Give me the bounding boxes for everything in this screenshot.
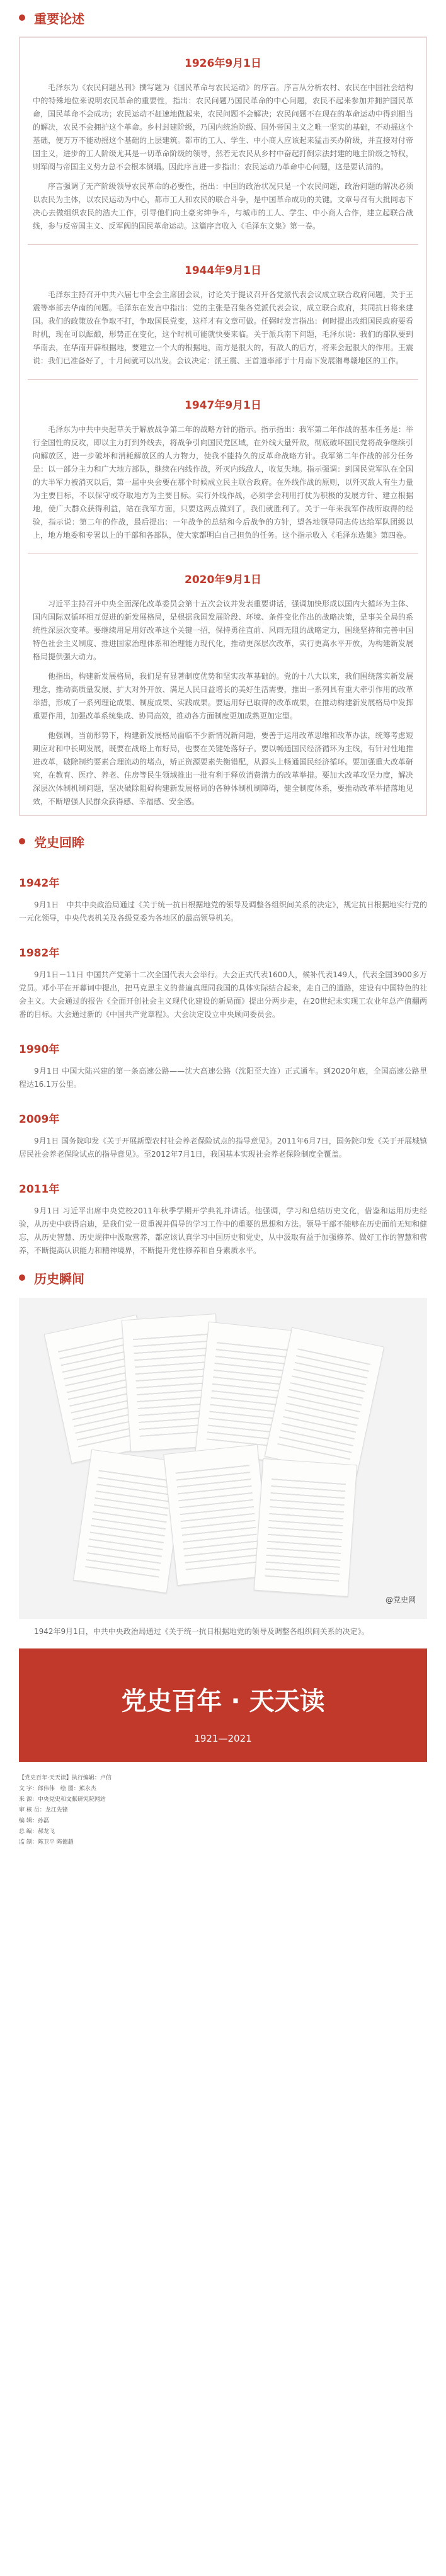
entry-paragraph: 毛泽东为《农民问题丛刊》撰写题为《国民革命与农民运动》的序言。序言从分析农村、农民在中国社会结构中的特殊地位来说明农民革命的重要性，指出：农民问题乃国民革命的中心问题，农民不起来参加并拥护国民革命，国民革命不会成功；农民运动不赶速地做起来，农民问题不会解决；农民问题不在现在的革命运动中得到相当的解决，农民不会拥护这个革命。乡村封建阶级，乃国内统治阶级、国外帝国主义之唯一坚实的基础，不动摇这个基础，便万万不能动摇这个基础的上层建筑。都市的工人、学生、中小商人应该起来猛击买办阶级，并直接对付帝国主义，进步的工人阶级尤其是一切革命阶级的领导，然若无农民从乡村中奋起打倒宗法封建的地主阶级之特权，则军阀与帝国主义势力总不会根本倒塌。因此序言进一步指出：农民运动乃革命中心问题，这是要认清的。 <box>33 83 413 171</box>
history-text: 9月1日－11日 中国共产党第十二次全国代表大会举行。大会正式代表1600人，候补代表149人，代表全国3900多万党员。邓小平在开幕词中提出，把马克思主义的普遍真理同我国的具体实际结合起来，走自己的道路，建设有中国特色的社会主义。大会通过的报告《全面开创社会主义现代化建设的新局面》提出分两步走，在20世纪末实现工农业年总产值翻两番的目标。大会通过新的《中国共产党章程》。大会决定设立中央顾问委员会。 <box>19 970 428 1019</box>
bullet-dot-icon <box>19 14 25 21</box>
history-item <box>19 944 427 1021</box>
banner-title: 党史百年 · 天天读 <box>121 1687 325 1716</box>
entry-2020 <box>20 570 426 809</box>
photo-caption: 1942年9月1日，中共中央政治局通过《关于统一抗日根据地党的领导及调整各组织间关系的决定》。 <box>34 1627 369 1636</box>
history-item <box>19 1040 427 1091</box>
entry-date: 1947年9月1日 <box>185 399 261 412</box>
history-item <box>19 874 427 925</box>
article <box>0 4 446 1861</box>
entry-date: 2020年9月1日 <box>185 574 261 586</box>
history-text: 9月1日 中共中央政治局通过《关于统一抗日根据地党的领导及调整各组织间关系的决定》，规定抗日根据地实行党的一元化领导，中央代表机关及各级党委为各地区的最高领导机关。 <box>19 900 427 922</box>
entry-1926 <box>20 54 426 233</box>
history-year: 1942年 <box>19 877 60 890</box>
entry-paragraph: 序言强调了无产阶级领导农民革命的必要性，指出：中国的政治状况只是一个农民问题，政治问题的解决必须以农民为主体，以农民运动为中心，都市工人和农民的联合斗争，是中国革命成功的关键。文章号召有大批同志下决心去做组织农民的浩大工作，引导他们向土豪劣绅争斗，与城市的工人、学生、中小商人合作，建立起联合战线，参与反帝国主义、反军阀的国民革命运动。这篇序言收入《毛泽东文集》第一卷。 <box>33 182 413 230</box>
credit-line: 总 编：郝龙飞 <box>19 1829 55 1835</box>
credit-line: 审 核 员：龙江先锋 <box>19 1807 68 1813</box>
section-header-history-review <box>0 827 446 855</box>
history-item <box>19 1110 427 1161</box>
entry-date: 1944年9月1日 <box>185 264 261 277</box>
credit-line: 【党史百年·天天读】执行编辑：卢信 <box>19 1775 112 1781</box>
divider <box>28 553 418 554</box>
entry-paragraph: 他强调，当前形势下，构建新发展格局面临不少新情况新问题，要善于运用改革思维和改革办法，统筹考虑短期应对和中长期发展，既要在战略上布好局，也要在关键处落好子。要以畅通国民经济循环为主线，有针对性地推进改革，破除制约要素合理流动的堵点，矫正资源要素失衡错配，从源头上畅通国民经济循环。要加强重大改革研究，在教育、医疗、养老、住房等民生领域推出一批有利于释放消费潜力的改革举措。要加大改革攻坚力度，解决深层次体制机制问题，坚决破除阻碍构建新发展格局的各种体制机制障碍，健全制度体系，要推动改革举措落地见效，不断增强人民群众获得感、幸福感、安全感。 <box>33 731 413 806</box>
credit-line: 编 辑：孙磊 <box>19 1818 49 1824</box>
history-item <box>19 1180 427 1257</box>
history-year: 1982年 <box>19 947 60 960</box>
entry-paragraph: 毛泽东主持召开中共六届七中全会主席团会议，讨论关于提议召开各党派代表会议成立联合政府问题，关于王震等率部去华南的问题。毛泽东在发言中指出：党的主张是召集各党派代表会议，成立联合政府，共同抗日将来建国。我们的政策放在争取不打，争取国民党变，这样才有文章可做。任弼时发言指出：何时提出改组国民政府要看时机，现在可以酝酿，形势正在变化，这个时机可能就快要来临。关于派兵南下问题，毛泽东说：我们的部队要到华南去，在华南开辟根据地，要建立一个大的根据地，南方是很大的，有敌人的后方，将来会起很大的作用。王震说：我们已准备好了，十月间就可以出发。会议决定：派王震、王首道率部于十月南下发展湘粤赣地区的工作。 <box>33 290 413 365</box>
document-page-image <box>254 1458 357 1597</box>
history-year: 2011年 <box>19 1183 60 1196</box>
section-title: 重要论述 <box>34 12 84 26</box>
credit-line: 监 制：陈卫平 陈德超 <box>19 1839 74 1846</box>
banner-years: 1921—2021 <box>194 1733 252 1744</box>
history-year: 2009年 <box>19 1113 60 1126</box>
section-header-history-moment <box>0 1264 446 1291</box>
important-card <box>19 37 427 816</box>
credit-line: 来 源：中央党史和文献研究院网站 <box>19 1796 106 1803</box>
entry-1944 <box>20 261 426 368</box>
section-title: 党史回眸 <box>34 836 84 850</box>
credit-line: 文 字：郎伟伟 绘 图：熊永杰 <box>19 1786 96 1792</box>
history-text: 9月1日 国务院印发《关于开展新型农村社会养老保险试点的指导意见》。2011年6月7日，国务院印发《关于开展城镇居民社会养老保险试点的指导意见》。至2012年7月1日，我国基本实现社会养老保险制度全覆盖。 <box>19 1137 427 1159</box>
entry-paragraph: 毛泽东为中共中央起草关于解放战争第二年的战略方针的指示。指示指出：我军第二年作战的基本任务是：举行全国性的反攻，即以主力打到外线去，将战争引向国民党区域，在外线大量歼敌，彻底破坏国民党将战争继续引向解放区，进一步破坏和消耗解放区的人力物力，使我不能持久的反革命战略方针。我军第二年作战的部分任务是：以一部分主力和广大地方部队，继续在内线作战，歼灭内线敌人，收复失地。指示强调：到国民党军队在全国的大半军力被消灭以后，第一届中央会要在那个时候成立民主联合政府。在外线作战的原则，以歼灭敌人有生力量为主要目标，不以保守或夺取地方为主要目标。实行外线作战，必须学会利用打仗为积极的发展方针、建立根据地，使广大群众获得利益，站在我军方面，只要这两点做到了，我们就胜利了。关于一年来我军作战所取得的经验，指示说：第二年的作战，最后提出：一年战争的总结和今后战争的方针，望各地领导同志传达给军队团级以上，地方地委和专署以上的干部和各部队，使大家都明白自己担负的任务。这个指示收入《毛泽东选集》第四卷。 <box>33 425 413 540</box>
entry-paragraph: 他指出，构建新发展格局，我们是有显著制度优势和坚实改革基础的。党的十八大以来，我们围绕落实新发展理念，推动高质量发展、扩大对外开放、满足人民日益增长的美好生活需要，推出一系列具有重大牵引作用的改革举措，形成了一系列理论成果、制度成果、实践成果。要运用好已取得的改革成果，在推动构建新发展格局中发挥重要作用，加强改革系统集成、协同高效，推动各方面制度更加成熟更加定型。 <box>33 672 413 720</box>
history-review-list <box>0 874 446 1257</box>
historical-document-photo <box>19 1298 427 1619</box>
series-banner <box>19 1648 427 1762</box>
photo-watermark: @党史网 <box>385 1596 416 1604</box>
entry-date: 1926年9月1日 <box>185 57 261 70</box>
entry-1947 <box>20 396 426 542</box>
history-text: 9月1日 中国大陆兴建的第一条高速公路——沈大高速公路（沈阳至大连）正式通车。到2020年底，全国高速公路里程达16.1万公里。 <box>19 1067 427 1089</box>
bullet-dot-icon <box>19 1274 25 1281</box>
entry-paragraph: 习近平主持召开中央全面深化改革委员会第十五次会议并发表重要讲话，强调加快形成以国内大循环为主体、国内国际双循环相互促进的新发展格局，是根据我国发展阶段、环境、条件变化作出的战略决策，是事关全局的系统性深层次变革。要继续用足用好改革这个关键一招，保持勇往直前、风雨无阻的战略定力，围绕坚持和完善中国特色社会主义制度、推进国家治理体系和治理能力现代化，推动更深层次改革，实行更高水平开放，为构建新发展格局提供强大动力。 <box>33 599 413 661</box>
credits <box>19 1773 427 1848</box>
section-title: 历史瞬间 <box>34 1272 84 1286</box>
divider <box>28 244 418 245</box>
history-year: 1990年 <box>19 1043 60 1056</box>
divider <box>28 379 418 380</box>
section-header-important <box>0 4 446 31</box>
bullet-dot-icon <box>19 838 25 844</box>
history-text: 9月1日 习近平出席中央党校2011年秋季学期开学典礼并讲话。他强调，学习和总结历史文化，借鉴和运用历史经验，从历史中获得启迪，是我们党一贯重视并倡导的学习工作中的重要的思想和方法。领导干部不能够在历史面前无知和健忘，从历史智慧、历史规律中汲取营养，都应该认真学习中国历史和党史，从中汲取有益于加强修养、做好工作的智慧和营养，不断提高认识能力和精神境界，不断提升党性修养和自身素质水平。 <box>19 1206 428 1255</box>
